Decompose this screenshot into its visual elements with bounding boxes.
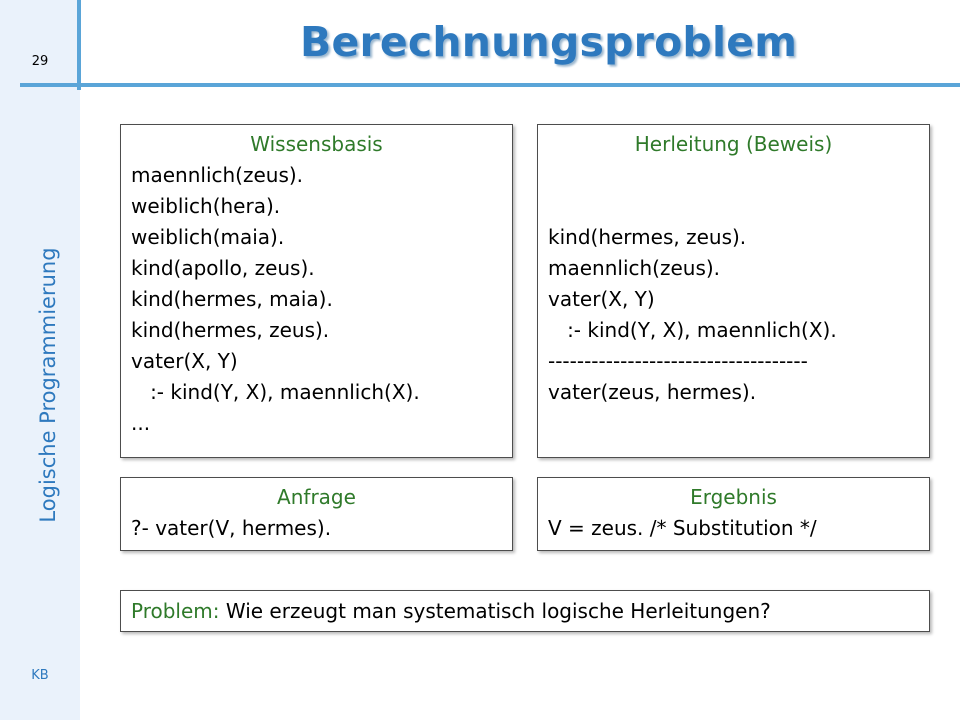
- knowledge-base-line: weiblich(maia).: [131, 225, 285, 249]
- derivation-line: kind(hermes, zeus).: [548, 225, 747, 249]
- derivation-box: [537, 124, 930, 458]
- derivation-line: [548, 160, 929, 191]
- derivation-separator: ------------------------------------: [548, 349, 808, 373]
- slide-number: 29: [31, 54, 49, 69]
- derivation-line: vater(X, Y): [548, 287, 655, 311]
- result-heading: Ergebnis: [690, 485, 777, 509]
- problem-text: Wie erzeugt man systematisch logische Herleitungen?: [219, 599, 771, 623]
- horizontal-accent-bar: [20, 83, 960, 87]
- knowledge-base-line: vater(X, Y): [131, 349, 238, 373]
- query-heading: Anfrage: [277, 485, 356, 509]
- knowledge-base-box: [120, 124, 513, 458]
- knowledge-base-line: weiblich(hera).: [131, 194, 281, 218]
- problem-box: [120, 590, 930, 632]
- side-title: Logische Programmierung: [36, 247, 60, 523]
- derivation-line: :- kind(Y, X), maennlich(X).: [548, 318, 837, 342]
- knowledge-base-line: kind(hermes, zeus).: [131, 318, 330, 342]
- vertical-accent-bar: [77, 0, 81, 90]
- derivation-line: maennlich(zeus).: [548, 256, 721, 280]
- query-text: ?- vater(V, hermes).: [131, 516, 332, 540]
- knowledge-base-line: kind(apollo, zeus).: [131, 256, 315, 280]
- problem-label: Problem:: [131, 599, 220, 623]
- knowledge-base-line: ...: [131, 411, 151, 435]
- page-title: Berechnungsproblem: [300, 18, 798, 66]
- knowledge-base-line: maennlich(zeus).: [131, 163, 304, 187]
- derivation-line: [548, 191, 929, 222]
- knowledge-base-line: kind(hermes, maia).: [131, 287, 333, 311]
- derivation-line: vater(zeus, hermes).: [548, 380, 757, 404]
- query-box: [120, 477, 513, 551]
- result-text: V = zeus. /* Substitution */: [548, 516, 817, 540]
- knowledge-base-line: :- kind(Y, X), maennlich(X).: [131, 380, 420, 404]
- author-initials: KB: [31, 668, 49, 683]
- derivation-heading: Herleitung (Beweis): [634, 132, 833, 156]
- result-box: [537, 477, 930, 551]
- knowledge-base-heading: Wissensbasis: [250, 132, 383, 156]
